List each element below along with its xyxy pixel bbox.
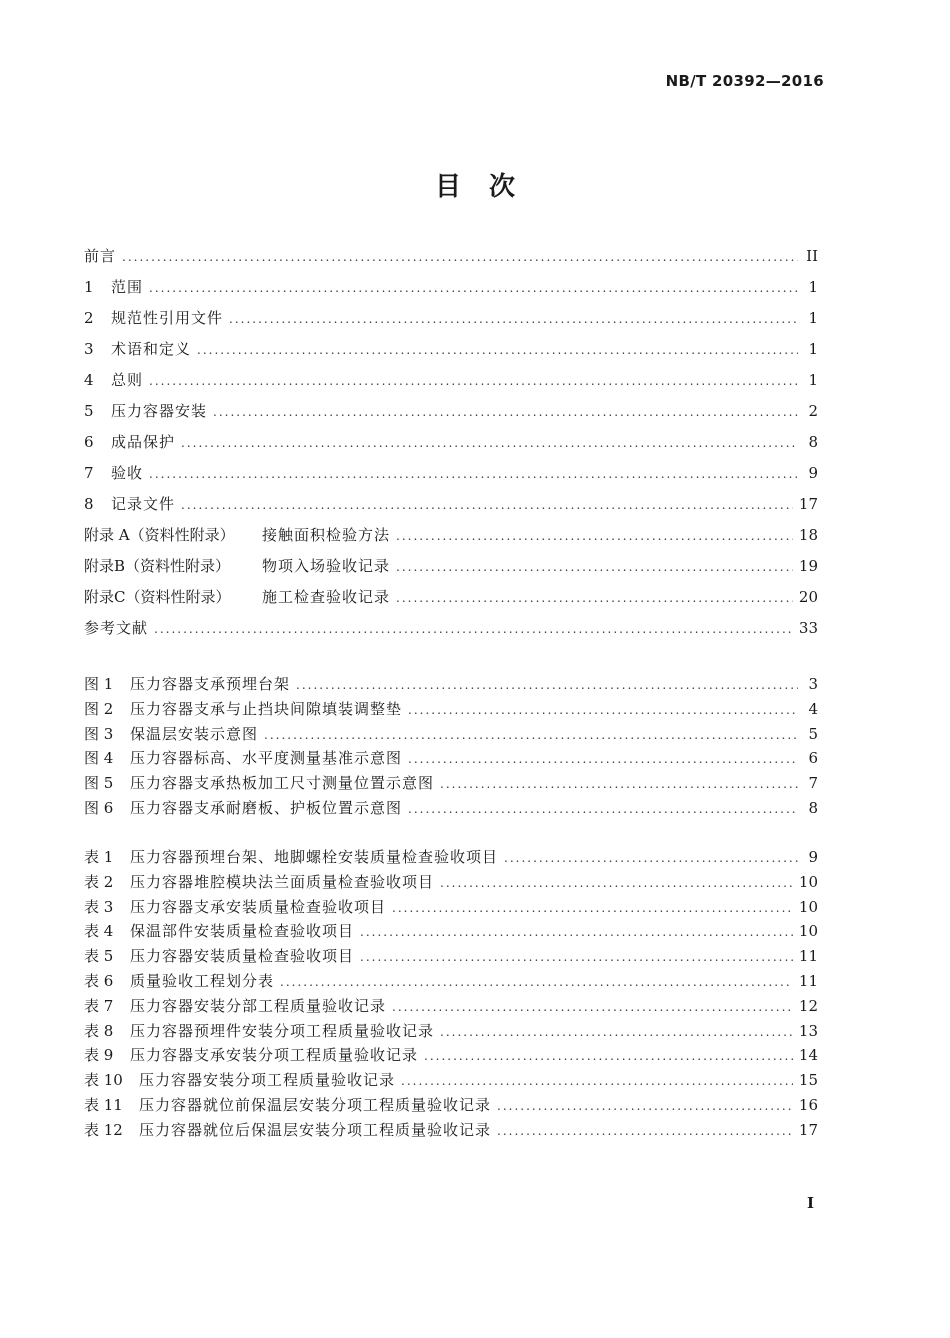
figure-title: 压力容器支承热板加工尺寸测量位置示意图 [130, 774, 435, 793]
figure-title: 压力容器支承耐磨板、护板位置示意图 [130, 798, 403, 817]
table-title: 压力容器预埋件安装分项工程质量验收记录 [130, 1021, 435, 1040]
dot-leader [440, 877, 793, 889]
figure-page: 8 [808, 798, 818, 817]
table-number: 表 6 [84, 971, 114, 990]
entry-title: 规范性引用文件 [111, 309, 224, 327]
entry-title: 范围 [111, 278, 144, 296]
figure-entry[interactable] [84, 723, 818, 748]
toc-entry[interactable] [84, 491, 818, 522]
entry-number: 7 [84, 464, 94, 482]
entry-page: 8 [808, 433, 818, 451]
entry-page: 2 [808, 402, 818, 420]
table-page: 11 [798, 947, 818, 966]
entry-page: 19 [798, 557, 818, 575]
entry-page: 1 [808, 278, 818, 296]
dot-leader [154, 623, 793, 635]
entry-number: 附录B（资料性附录） [84, 557, 231, 575]
table-page: 9 [808, 848, 818, 866]
dot-leader [396, 561, 793, 573]
figure-title: 压力容器支承与止挡块间隙填装调整垫 [130, 699, 403, 718]
entry-title: 成品保护 [111, 433, 176, 451]
table-number: 表 10 [84, 1071, 123, 1090]
toc-entry[interactable] [84, 460, 818, 491]
toc-entry[interactable] [84, 305, 818, 336]
toc-entry[interactable] [84, 398, 818, 429]
entry-title: 物项入场验收记录 [262, 557, 391, 575]
entry-number: 8 [84, 495, 94, 513]
dot-leader [264, 729, 798, 741]
table-title: 压力容器就位后保温层安装分项工程质量验收记录 [139, 1120, 492, 1139]
table-title: 压力容器安装分项工程质量验收记录 [139, 1071, 396, 1090]
entry-title: 验收 [111, 464, 144, 482]
entry-title: 施工检查验收记录 [262, 588, 391, 606]
entry-page: 17 [798, 495, 818, 513]
table-entry[interactable] [84, 1020, 818, 1045]
toc-entry[interactable] [84, 522, 818, 553]
entry-number: 附录 A（资料性附录） [84, 526, 235, 544]
dot-leader [181, 437, 798, 449]
table-title: 质量验收工程划分表 [130, 971, 275, 990]
table-page: 10 [798, 872, 818, 891]
figure-entry[interactable] [84, 747, 818, 772]
toc-entry[interactable] [84, 274, 818, 305]
table-number: 表 5 [84, 947, 114, 966]
entry-page: 20 [798, 588, 818, 606]
table-entry[interactable] [84, 846, 818, 871]
dot-leader [296, 679, 798, 691]
toc-figures-list [84, 673, 818, 822]
entry-number: 3 [84, 340, 94, 358]
table-entry[interactable] [84, 1094, 818, 1119]
table-title: 压力容器安装质量检查验收项目 [130, 947, 355, 966]
dot-leader [396, 592, 793, 604]
dot-leader [440, 778, 798, 790]
table-page: 16 [798, 1095, 818, 1114]
figure-page: 3 [808, 675, 818, 693]
entry-page: 1 [808, 340, 818, 358]
dot-leader [197, 344, 798, 356]
entry-page: 1 [808, 309, 818, 327]
table-title: 压力容器堆腔模块法兰面质量检查验收项目 [130, 872, 435, 891]
dot-leader [229, 313, 798, 325]
figure-number: 图 5 [84, 774, 114, 793]
entry-page: II [806, 247, 818, 265]
entry-number: 2 [84, 309, 94, 327]
entry-title: 总则 [111, 371, 144, 389]
dot-leader [360, 951, 793, 963]
title-char: 次 [489, 172, 516, 202]
table-number: 表 2 [84, 872, 114, 891]
table-number: 表 7 [84, 996, 114, 1015]
dot-leader [497, 1100, 793, 1112]
dot-leader [440, 1026, 793, 1038]
dot-leader [181, 499, 793, 511]
table-title: 压力容器支承安装质量检查验收项目 [130, 897, 387, 916]
toc-main-list [84, 243, 818, 646]
entry-number: 4 [84, 371, 94, 389]
entry-page: 18 [798, 526, 818, 544]
table-title: 压力容器就位前保温层安装分项工程质量验收记录 [139, 1095, 492, 1114]
figure-page: 7 [808, 774, 818, 793]
dot-leader [401, 1075, 793, 1087]
table-number: 表 4 [84, 922, 114, 941]
toc-entry[interactable] [84, 615, 818, 646]
entry-title: 前言 [84, 247, 117, 265]
figure-number: 图 2 [84, 699, 114, 718]
table-page: 13 [798, 1021, 818, 1040]
table-title: 保温部件安装质量检查验收项目 [130, 922, 355, 941]
toc-tables-list [84, 846, 818, 1144]
table-entry[interactable] [84, 920, 818, 945]
figure-entry[interactable] [84, 797, 818, 822]
figure-entry[interactable] [84, 772, 818, 797]
dot-leader [408, 704, 798, 716]
table-title: 压力容器安装分部工程质量验收记录 [130, 996, 387, 1015]
table-page: 11 [798, 971, 818, 990]
table-page: 10 [798, 922, 818, 941]
entry-page: 1 [808, 371, 818, 389]
table-page: 12 [798, 996, 818, 1015]
toc-entry[interactable] [84, 367, 818, 398]
table-page: 17 [798, 1120, 818, 1139]
toc-entry[interactable] [84, 553, 818, 584]
toc-entry[interactable] [84, 243, 818, 274]
entry-page: 9 [808, 464, 818, 482]
table-number: 表 12 [84, 1120, 123, 1139]
table-number: 表 1 [84, 848, 114, 866]
figure-page: 4 [808, 699, 818, 718]
dot-leader [149, 282, 798, 294]
table-page: 14 [798, 1046, 818, 1065]
entry-title: 参考文献 [84, 619, 149, 637]
entry-title: 接触面积检验方法 [262, 526, 391, 544]
toc-entry[interactable] [84, 336, 818, 367]
table-entry[interactable] [84, 995, 818, 1020]
figure-number: 图 6 [84, 798, 114, 817]
dot-leader [392, 902, 793, 914]
toc-entry[interactable] [84, 584, 818, 615]
dot-leader [396, 530, 793, 542]
dot-leader [497, 1125, 793, 1137]
standard-code: NB/T 20392—2016 [665, 72, 824, 90]
figure-number: 图 3 [84, 724, 114, 743]
table-number: 表 9 [84, 1046, 114, 1065]
figure-page: 5 [808, 724, 818, 743]
figure-entry[interactable] [84, 698, 818, 723]
entry-number: 1 [84, 278, 94, 296]
table-number: 表 11 [84, 1095, 123, 1114]
dot-leader [408, 753, 798, 765]
toc-entry[interactable] [84, 429, 818, 460]
figure-page: 6 [808, 749, 818, 768]
table-page: 15 [798, 1071, 818, 1090]
entry-number: 5 [84, 402, 94, 420]
dot-leader [280, 976, 793, 988]
figure-title: 保温层安装示意图 [130, 724, 259, 743]
entry-number: 附录C（资料性附录） [84, 588, 231, 606]
table-title: 压力容器支承安装分项工程质量验收记录 [130, 1046, 419, 1065]
table-entry[interactable] [84, 896, 818, 921]
table-entry[interactable] [84, 1069, 818, 1094]
table-number: 表 8 [84, 1021, 114, 1040]
figure-title: 压力容器支承预埋台架 [130, 675, 291, 693]
dot-leader [392, 1001, 793, 1013]
figure-number: 图 1 [84, 675, 114, 693]
table-number: 表 3 [84, 897, 114, 916]
dot-leader [504, 852, 798, 864]
entry-title: 记录文件 [111, 495, 176, 513]
figure-entry[interactable] [84, 673, 818, 698]
table-entry[interactable] [84, 871, 818, 896]
title-char: 目 [434, 172, 461, 202]
table-entry[interactable] [84, 945, 818, 970]
entry-number: 6 [84, 433, 94, 451]
page-number: I [806, 1194, 814, 1212]
table-entry[interactable] [84, 970, 818, 995]
page-title [0, 166, 950, 203]
table-page: 10 [798, 897, 818, 916]
entry-title: 术语和定义 [111, 340, 192, 358]
dot-leader [424, 1050, 793, 1062]
dot-leader [149, 375, 798, 387]
dot-leader [122, 251, 798, 263]
figure-title: 压力容器标高、水平度测量基准示意图 [130, 749, 403, 768]
table-title: 压力容器预埋台架、地脚螺栓安装质量检查验收项目 [130, 848, 499, 866]
dot-leader [360, 926, 793, 938]
figure-number: 图 4 [84, 749, 114, 768]
table-entry[interactable] [84, 1119, 818, 1144]
dot-leader [408, 803, 798, 815]
entry-page: 33 [798, 619, 818, 637]
entry-title: 压力容器安装 [111, 402, 208, 420]
table-entry[interactable] [84, 1044, 818, 1069]
dot-leader [213, 406, 798, 418]
dot-leader [149, 468, 798, 480]
